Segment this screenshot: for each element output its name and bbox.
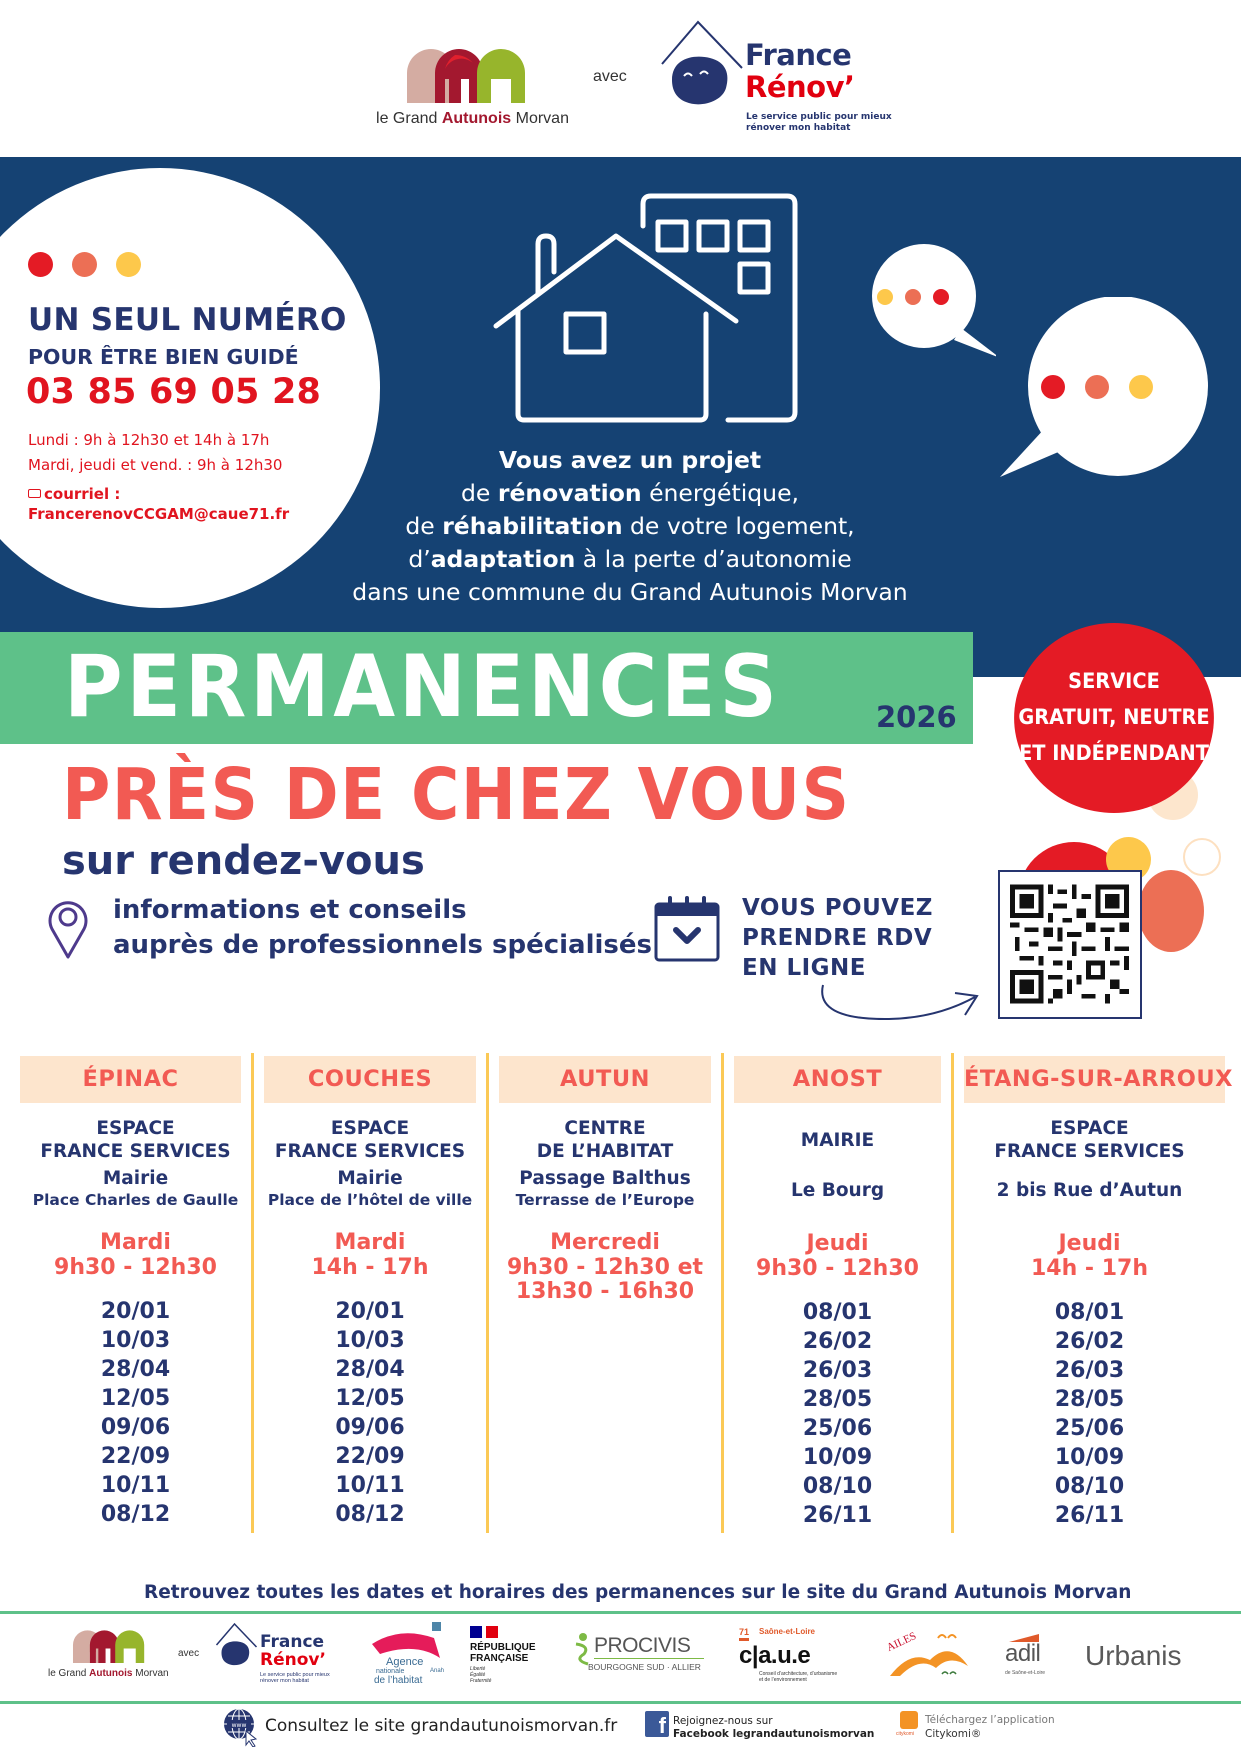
online-booking-text: VOUS POUVEZ PRENDRE RDV EN LIGNE [742,895,933,981]
footer-divider-bottom [0,1701,1241,1704]
address-line-1: Le Bourg [790,1179,885,1201]
hours: 9h30 - 12h30 et [506,1255,704,1280]
venue-name: CENTRE DE L’HABITAT [536,1118,674,1162]
partner-logo-procivis: PROCIVIS BOURGOGNE SUD · ALLIER [572,1632,712,1678]
speech-bubble-small-icon [866,240,996,360]
footer-note: Retrouvez toutes les dates et horaires des permanences sur le site du Grand Autunois Morvan [144,1582,1132,1603]
booking-qr-code[interactable] [998,870,1142,1019]
facebook-icon: f [645,1711,669,1737]
hours: 14h - 17h [1030,1256,1148,1281]
partner-logo-urbanis: Urbanis [1085,1640,1182,1671]
flag-blue [470,1626,482,1638]
service-badge: SERVICE GRATUIT, NEUTRE ET INDÉPENDANT [1014,623,1214,813]
town-header: ÉPINAC [20,1056,241,1103]
france-renov-logo [660,18,900,138]
citykomi-brand: citykomi [896,1731,915,1737]
footer-divider-top [0,1611,1241,1614]
deco-ring [1183,838,1221,876]
date-list: 08/01 26/02 26/03 28/05 25/06 10/09 08/10 26/11 [1054,1300,1125,1528]
partner-logo-caue: 71 Saône-et-Loire c|a.u.e Conseil d’architecture, d’urbanisme et de l’environnement [739,1627,838,1683]
address-line-1: Passage Balthus [519,1168,691,1189]
anah-swoosh-icon [370,1622,450,1658]
mail-icon [28,489,41,498]
address-line-2: Place de l’hôtel de ville [267,1191,473,1209]
france-renov-title-2: Rénov’ [745,70,855,104]
schedule-column-couches [251,1053,486,1533]
phone-number[interactable]: 03 85 69 05 28 [26,372,322,412]
weekday: Mardi [334,1230,406,1255]
venue-name: ESPACE FRANCE SERVICES [274,1118,466,1162]
address-line-1: Mairie [102,1168,169,1189]
info-text: informations et conseils auprès de professionnels spécialisés [113,895,653,960]
partner-logo-republique-francaise: RÉPUBLIQUE FRANÇAISE Liberté Égalité Fraternité [468,1626,548,1684]
red-dot-icon [28,252,53,277]
coral-dot-icon [72,252,97,277]
contact-subtitle: POUR ÊTRE BIEN GUIDÉ [28,345,299,369]
location-pin-icon [48,895,88,959]
calendar-icon [654,894,720,962]
hours-afternoon: 13h30 - 16h30 [515,1279,695,1304]
france-renov-tagline: Le service public pour mieux rénover mon habitat [746,112,892,133]
hours: 9h30 - 12h30 [756,1256,919,1281]
venue-name: MAIRIE [800,1129,875,1151]
venue-name: ESPACE FRANCE SERVICES [40,1118,231,1162]
procivis-figure-icon [572,1632,594,1666]
address-line-1: 2 bis Rue d’Autun [996,1179,1183,1201]
facebook-link[interactable]: Rejoignez-nous sur Facebook legrandautunoismorvan [673,1715,875,1740]
hours-monday: Lundi : 9h à 12h30 et 14h à 17h [28,431,270,449]
schedule-column-autun [486,1053,721,1533]
weekday: Mercredi [550,1230,660,1255]
speech-bubble-large-icon [998,297,1208,482]
partner-logo-ailes: AILES [880,1630,980,1680]
curved-arrow-icon [815,983,985,1023]
gam-arches-icon [405,45,535,103]
france-renov-house-icon [660,18,750,118]
gam-logo-text: le Grand Autunois Morvan [376,110,569,127]
gam-arches-icon [71,1628,151,1663]
town-header: COUCHES [264,1056,476,1103]
deco-circle-salmon [1138,870,1204,952]
france-renov-house-icon [214,1622,262,1672]
hours-other-days: Mardi, jeudi et vend. : 9h à 12h30 [28,456,283,474]
citykomi-app-icon [900,1711,918,1729]
year-label: 2026 [876,700,957,734]
partner-logo-adil: adil de Saône-et-Loire [1005,1640,1060,1680]
hours: 9h30 - 12h30 [54,1255,217,1280]
venue-name: ESPACE FRANCE SERVICES [994,1118,1185,1162]
weekday: Mardi [100,1230,171,1255]
schedule-column-epinac [20,1053,251,1533]
weekday: Jeudi [806,1231,869,1256]
date-list: 20/01 10/03 28/04 12/05 09/06 22/09 10/11 08/12 [100,1299,171,1527]
rdv-subtitle: sur rendez-vous [62,838,425,884]
hours: 14h - 17h [311,1255,429,1280]
partner-avec: avec [178,1648,200,1659]
flag-red [486,1626,498,1638]
date-list: 20/01 10/03 28/04 12/05 09/06 22/09 10/11 08/12 [335,1299,405,1527]
qr-code-icon [1010,882,1129,1006]
contact-dots [28,252,141,277]
france-renov-title-1: France [745,38,852,72]
town-header: ANOST [734,1056,941,1103]
yellow-dot-icon [116,252,141,277]
svg-text:www: www [231,1722,247,1729]
address-line-2: Terrasse de l’Europe [515,1191,695,1209]
intro-text: Vous avez un projet de rénovation énergétique, de réhabilitation de votre logement, d’adaptation à la perte d’autonomie dans une commune du Grand Autunois Morvan [352,446,908,606]
grand-autunois-morvan-logo [365,45,580,135]
partner-logo-gam: le Grand Autunois Morvan [48,1628,178,1684]
partner-logo-anah: Agence nationale de l’habitat Anah [370,1622,465,1684]
weekday: Jeudi [1058,1231,1121,1256]
schedule-column-anost [721,1053,951,1533]
date-list: 08/01 26/02 26/03 28/05 25/06 10/09 08/10 26/11 [802,1300,873,1528]
contact-title: UN SEUL NUMÉRO [28,302,347,338]
email-link[interactable]: FrancerenovCCGAM@caue71.fr [28,505,290,523]
town-header: AUTUN [499,1056,711,1103]
schedule-column-etang-sur-arroux [951,1053,1233,1533]
pres-de-chez-vous-title: PRÈS DE CHEZ VOUS [62,753,851,836]
address-line-1: Mairie [337,1168,403,1189]
schedule-table [20,1053,1233,1533]
contact-email: courriel : FrancerenovCCGAM@caue71.fr [28,485,290,523]
partner-logo-france-renov: France Rénov’ Le service public pour mieux rénover mon habitat [214,1622,354,1682]
avec-label: avec [593,68,627,85]
town-header: ÉTANG-SUR-ARROUX [964,1056,1225,1103]
citykomi-link[interactable]: Téléchargez l’application Citykomi® [925,1714,1055,1740]
globe-www-icon [222,1707,258,1747]
house-building-icon [488,186,798,426]
website-link[interactable]: Consultez le site grandautunoismorvan.fr [265,1716,618,1736]
permanences-title: PERMANENCES [64,637,781,737]
address-line-2: Place Charles de Gaulle [32,1191,239,1209]
contact-hours [28,428,282,478]
